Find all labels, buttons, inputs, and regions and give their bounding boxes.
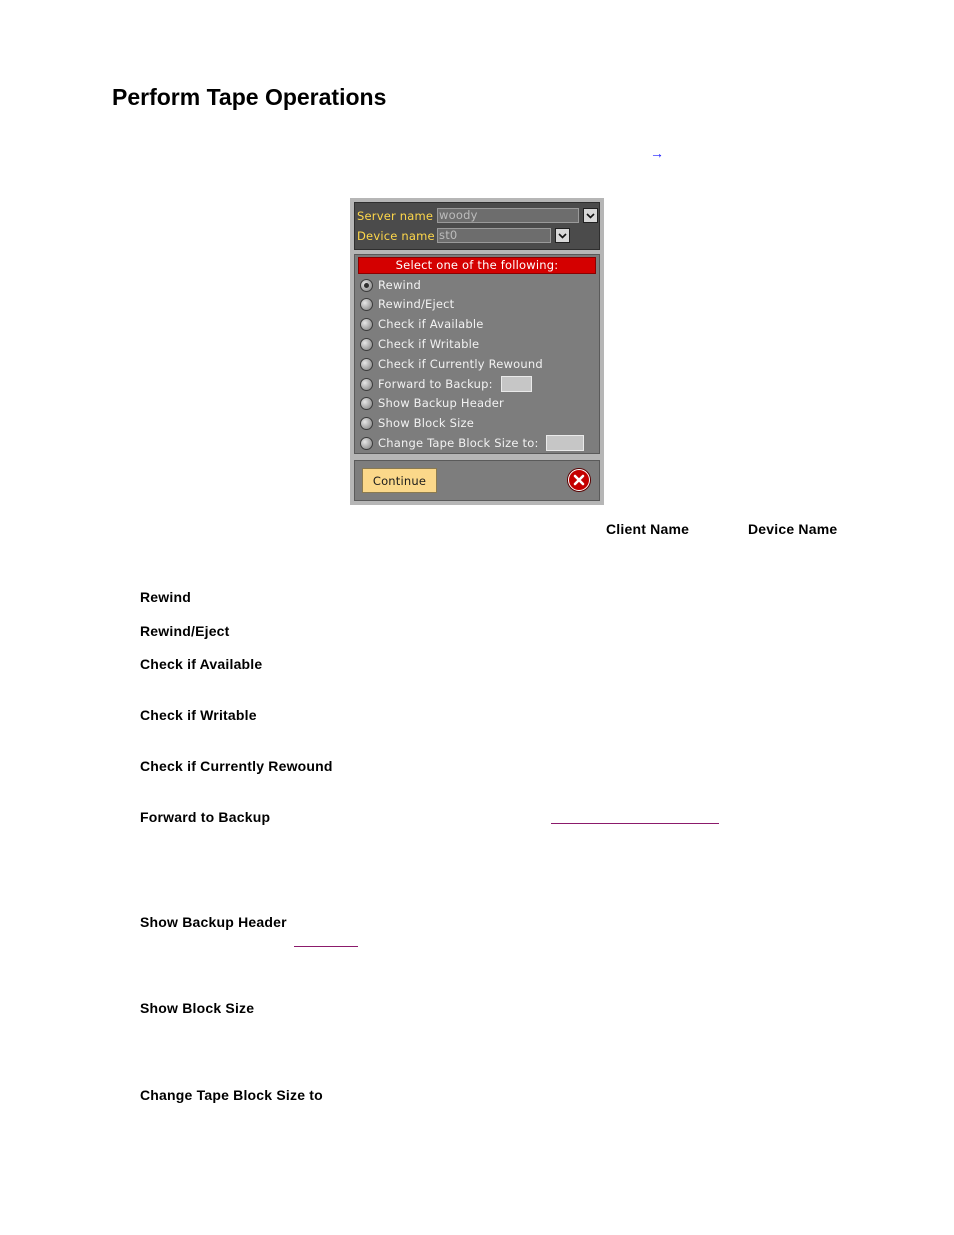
backup-number-input[interactable] bbox=[501, 376, 532, 392]
term-check-available: Check if Available bbox=[140, 656, 263, 672]
radio-button[interactable] bbox=[360, 298, 373, 311]
option-show-block-size[interactable] bbox=[360, 415, 474, 431]
term-show-block-size: Show Block Size bbox=[140, 1000, 255, 1016]
option-label: Rewind bbox=[378, 278, 421, 292]
option-rewind-eject[interactable] bbox=[360, 296, 454, 312]
device-dropdown-button[interactable] bbox=[555, 228, 570, 243]
option-label: Rewind/Eject bbox=[378, 297, 455, 311]
server-name-field[interactable]: woody bbox=[437, 208, 579, 223]
term-rewind: Rewind bbox=[140, 589, 191, 605]
options-header: Select one of the following: bbox=[358, 257, 596, 274]
radio-button[interactable] bbox=[360, 338, 373, 351]
radio-button[interactable] bbox=[360, 358, 373, 371]
option-label: Check if Currently Rewound bbox=[378, 357, 543, 371]
actions-panel bbox=[354, 460, 600, 501]
option-forward-to-backup[interactable] bbox=[360, 376, 532, 392]
option-label: Show Block Size bbox=[378, 416, 475, 430]
term-rewind-eject: Rewind/Eject bbox=[140, 623, 230, 639]
device-name-field[interactable]: st0 bbox=[437, 228, 551, 243]
option-label: Forward to Backup: bbox=[378, 377, 493, 391]
server-dropdown-button[interactable] bbox=[583, 208, 598, 223]
option-label: Change Tape Block Size to: bbox=[378, 436, 539, 450]
term-forward-to-backup: Forward to Backup bbox=[140, 809, 271, 825]
radio-button-selected[interactable] bbox=[360, 279, 373, 292]
backup-link[interactable] bbox=[551, 823, 719, 824]
radio-button[interactable] bbox=[360, 417, 373, 430]
page-title: Perform Tape Operations bbox=[112, 84, 387, 110]
option-change-block-size[interactable] bbox=[360, 435, 584, 451]
option-rewind[interactable] bbox=[360, 277, 421, 293]
close-button[interactable] bbox=[568, 469, 590, 491]
tape-operations-dialog bbox=[350, 198, 604, 505]
option-label: Check if Writable bbox=[378, 337, 480, 351]
header-link[interactable] bbox=[294, 946, 358, 947]
option-check-rewound[interactable] bbox=[360, 356, 543, 372]
term-check-rewound: Check if Currently Rewound bbox=[140, 758, 333, 774]
server-name-label: Server name bbox=[357, 209, 434, 223]
arrow-link-icon[interactable]: → bbox=[650, 145, 664, 161]
options-panel bbox=[354, 254, 600, 454]
chevron-down-icon bbox=[558, 233, 567, 239]
block-size-input[interactable] bbox=[546, 435, 584, 451]
radio-button[interactable] bbox=[360, 318, 373, 331]
server-device-panel bbox=[354, 202, 600, 250]
term-change-block-size: Change Tape Block Size to bbox=[140, 1087, 323, 1103]
device-name-label: Device name bbox=[357, 229, 435, 243]
option-label: Check if Available bbox=[378, 317, 484, 331]
device-name-heading: Device Name bbox=[748, 521, 838, 537]
client-name-heading: Client Name bbox=[606, 521, 690, 537]
radio-button[interactable] bbox=[360, 378, 373, 391]
radio-button[interactable] bbox=[360, 397, 373, 410]
term-check-writable: Check if Writable bbox=[140, 707, 257, 723]
option-check-writable[interactable] bbox=[360, 336, 479, 352]
term-show-backup-header: Show Backup Header bbox=[140, 914, 287, 930]
radio-button[interactable] bbox=[360, 437, 373, 450]
chevron-down-icon bbox=[586, 213, 595, 219]
option-check-available[interactable] bbox=[360, 316, 484, 332]
option-show-backup-header[interactable] bbox=[360, 395, 504, 411]
option-label: Show Backup Header bbox=[378, 396, 504, 410]
continue-button[interactable]: Continue bbox=[362, 468, 437, 493]
close-icon bbox=[573, 474, 585, 486]
